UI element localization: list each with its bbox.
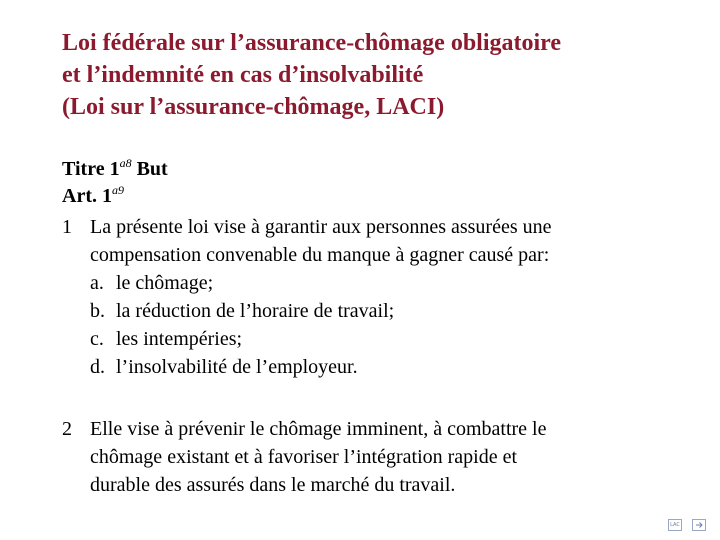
paragraph-line: compensation convenable du manque à gagner causé par: [90,244,550,266]
titre-label: Titre 1 [62,158,120,180]
paragraph-text: Elle vise à prévenir le chômage imminent, à combattre le [90,418,547,440]
paragraph-line [62,415,682,443]
paragraph-line [62,213,682,241]
titre-heading [62,156,168,182]
article-footnote-ref: a9 [111,183,124,197]
list-item-text: le chômage; [116,272,214,294]
title-line: et l’indemnité en cas d’insolvabilité [62,62,424,88]
titre-footnote-ref: a8 [119,156,132,170]
list-item-letter: a. [90,272,104,294]
paragraph-1 [62,213,682,381]
list-item [62,325,682,353]
titre-name: But [131,158,168,180]
paragraph-number: 2 [62,418,72,440]
list-item-letter: b. [90,300,105,322]
page-title [62,27,702,123]
paragraph-line: durable des assurés dans le marché du travail. [90,474,456,496]
paragraph-line: chômage existant et à favoriser l’intégration rapide et [90,446,518,468]
list-item [62,297,682,325]
arrow-icon [693,520,705,530]
nav-next-button[interactable] [692,519,706,531]
article-label: Art. 1 [62,185,112,207]
list-item-text: l’insolvabilité de l’employeur. [116,356,358,378]
article-heading [62,183,124,209]
list-item [62,353,682,381]
list-item-letter: c. [90,328,104,350]
list-item [62,269,682,297]
paragraph-text: La présente loi vise à garantir aux personnes assurées une [90,216,552,238]
list-item-text: la réduction de l’horaire de travail; [116,300,395,322]
nav-first-button[interactable]: LAC [668,519,682,531]
list-item-letter: d. [90,356,105,378]
paragraph-2 [62,415,682,499]
title-line: Loi fédérale sur l’assurance-chômage obligatoire [62,30,562,56]
paragraph-number: 1 [62,216,72,238]
list-item-text: les intempéries; [116,328,243,350]
title-line: (Loi sur l’assurance-chômage, LACI) [62,94,445,120]
